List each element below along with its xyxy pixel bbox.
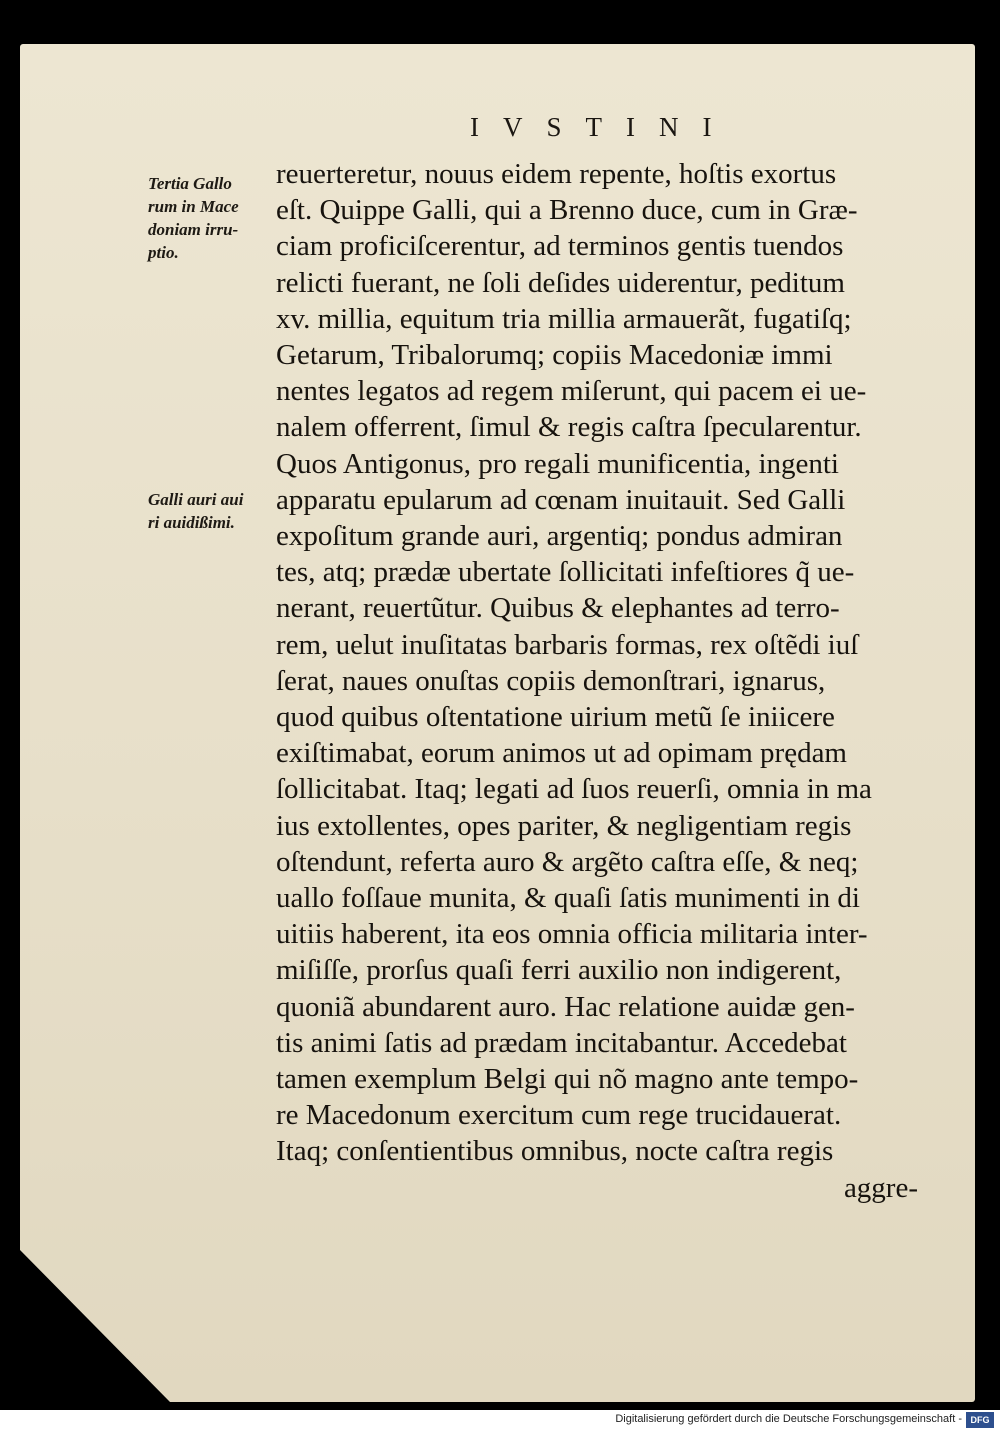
marginal-note-line: ri auidißimi. bbox=[148, 513, 235, 532]
text-line: eſt. Quippe Galli, qui a Brenno duce, cum in Græ- bbox=[276, 194, 858, 227]
text-line: uallo foſſaue munita, & quaſi ſatis munimenti in di bbox=[276, 882, 860, 915]
text-line: rem, uelut inuſitatas barbaris formas, rex oſtẽdi iuſ bbox=[276, 628, 859, 661]
text-line: nentes legatos ad regem miſerunt, qui pacem ei ue- bbox=[276, 375, 867, 408]
marginal-note-line: rum in Mace bbox=[148, 197, 239, 216]
text-line: nalem offerrent, ſimul & regis caſtra ſpecularentur. bbox=[276, 411, 862, 444]
text-line: Itaq; conſentientibus omnibus, nocte caſtra regis bbox=[276, 1135, 834, 1168]
text-line: xv. millia, equitum tria millia armauerãt, fugatiſq; bbox=[276, 302, 852, 335]
text-line: Getarum, Tribalorumq; copiis Macedoniæ immi bbox=[276, 339, 833, 372]
marginal-note-2 bbox=[148, 488, 270, 534]
footer-credit: Digitalisierung gefördert durch die Deutsche Forschungsgemeinschaft - bbox=[615, 1413, 962, 1425]
text-line: uitiis haberent, ita eos omnia officia militaria inter- bbox=[276, 918, 868, 951]
text-line: miſiſſe, prorſus quaſi ferri auxilio non indigerent, bbox=[276, 954, 842, 987]
marginal-note-line: Galli auri aui bbox=[148, 490, 244, 509]
marginal-note-line: Tertia Gallo bbox=[148, 174, 232, 193]
text-line: tis animi ſatis ad prædam incitabantur. Accedebat bbox=[276, 1026, 847, 1059]
text-line: ſerat, naues onuſtas copiis demonſtrari, ignarus, bbox=[276, 664, 826, 697]
text-line: nerant, reuertũtur. Quibus & elephantes ad terro- bbox=[276, 592, 840, 625]
text-line: quod quibus oſtentatione uirium metũ ſe iniicere bbox=[276, 701, 835, 734]
marginal-note-1 bbox=[148, 172, 270, 264]
marginal-note-line: ptio. bbox=[148, 243, 179, 262]
text-line: ius extollentes, opes pariter, & negligentiam regis bbox=[276, 809, 852, 842]
text-line: tes, atq; prædæ ubertate ſollicitati infeſtiores q̃ ue- bbox=[276, 556, 855, 589]
text-line: oſtendunt, referta auro & argẽto caſtra eſſe, & neq; bbox=[276, 845, 859, 878]
main-text bbox=[276, 156, 936, 1206]
marginal-note-line: doniam irru- bbox=[148, 220, 239, 239]
text-line: re Macedonum exercitum cum rege trucidauerat. bbox=[276, 1099, 842, 1132]
digitization-footer bbox=[0, 1410, 1000, 1432]
text-line: tamen exemplum Belgi qui nõ magno ante tempo- bbox=[276, 1063, 859, 1096]
text-line: ciam proficiſcerentur, ad terminos gentis tuendos bbox=[276, 230, 844, 263]
text-line: apparatu epularum ad cœnam inuitauit. Sed Galli bbox=[276, 483, 846, 516]
running-head: IVSTINI bbox=[470, 112, 736, 142]
text-line: reuerteretur, nouus eidem repente, hoſtis exortus bbox=[276, 158, 837, 190]
catchword: aggre- bbox=[843, 1171, 918, 1204]
text-line: Quos Antigonus, pro regali munificentia, ingenti bbox=[276, 447, 839, 480]
text-line: expoſitum grande auri, argentiq; pondus admiran bbox=[276, 520, 843, 553]
text-line: quoniã abundarent auro. Hac relatione auidæ gen- bbox=[276, 990, 855, 1023]
text-line: ſollicitabat. Itaq; legati ad ſuos reuerſi, omnia in ma bbox=[276, 773, 872, 806]
dfg-logo-icon: DFG bbox=[966, 1412, 994, 1428]
folded-corner bbox=[20, 1250, 170, 1402]
text-line: exiſtimabat, eorum animos ut ad opimam prędam bbox=[276, 737, 847, 770]
text-line: relicti fuerant, ne ſoli deſides uiderentur, peditum bbox=[276, 266, 845, 299]
